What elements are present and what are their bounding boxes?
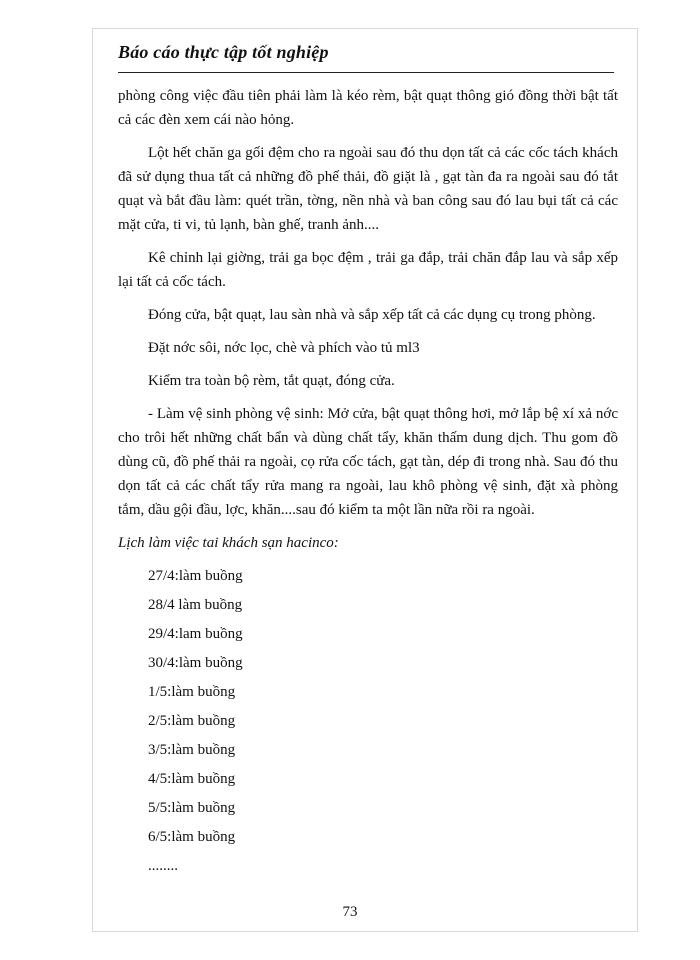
ellipsis-line: ........: [148, 858, 178, 874]
schedule-item: 29/4:lam buồng: [148, 626, 243, 642]
schedule-item: 30/4:làm buồng: [148, 655, 243, 671]
page-number: 73: [342, 904, 358, 920]
schedule-item: 27/4:làm buồng: [148, 568, 243, 584]
schedule-item: 1/5:làm buồng: [148, 684, 236, 700]
schedule-item: 3/5:làm buồng: [148, 742, 236, 758]
schedule-item: 2/5:làm buồng: [148, 713, 236, 729]
header-rule: [118, 72, 614, 73]
schedule-item: 5/5:làm buồng: [148, 800, 236, 816]
schedule-item: 4/5:làm buồng: [148, 771, 236, 787]
paragraph-2: Lột hết chăn ga gối đệm cho ra ngoài sau đó thu dọn tất cả các cốc tách khách đã sử dụng thua tất cả những đồ phế thải, đồ giặt là , gạt tàn đa ra ngoài sau đó tắt quạt và bắt đầu làm: quét trần, tờng, nền nhà và ban công sau đó lau bụi tất cả các mặt cửa, ti vi, tủ lạnh, bàn ghế, tranh ảnh....: [118, 145, 618, 233]
paragraph-4: Đóng cửa, bật quạt, lau sàn nhà và sắp xếp tất cả các dụng cụ trong phòng.: [148, 307, 596, 323]
schedule-item: 28/4 làm buồng: [148, 597, 243, 613]
schedule-title: Lịch làm việc tai khách sạn hacinco:: [118, 535, 339, 551]
paragraph-7: - Làm vệ sinh phòng vệ sinh: Mở cửa, bật quạt thông hơi, mở lắp bệ xí xả nớc cho trôi hết những chất bẩn và dùng chất tẩy, khăn thấm dung dịch. Thu gom đồ dùng cũ, đồ phế thải ra ngoài, cọ rửa cốc tách, gạt tàn, dép đi trong nhà. Sau đó thu dọn tất cả các chất tẩy rửa mang ra ngoài, lau khô phòng vệ sinh, đặt xà phòng tắm, dầu gội đầu, lợc, khăn....sau đó kiểm ta một lần nữa rồi ra ngoài.: [118, 406, 618, 518]
paragraph-3: Kê chỉnh lại giờng, trải ga bọc đệm , trải ga đắp, trải chăn đắp lau và sắp xếp lại tất cả cốc tách.: [118, 250, 618, 290]
schedule-list: [148, 564, 618, 849]
paragraph-6: Kiểm tra toàn bộ rèm, tắt quạt, đóng cửa.: [148, 373, 395, 389]
header-title: Báo cáo thực tập tốt nghiệp: [118, 42, 329, 62]
schedule-item: 6/5:làm buồng: [148, 829, 236, 845]
paragraph-5: Đặt nớc sôi, nớc lọc, chè và phích vào tủ ml3: [148, 340, 420, 356]
body-text: [118, 84, 618, 878]
paragraph-1: phòng công việc đầu tiên phải làm là kéo rèm, bật quạt thông gió đồng thời bật tất cả các đèn xem cái nào hỏng.: [118, 88, 618, 128]
